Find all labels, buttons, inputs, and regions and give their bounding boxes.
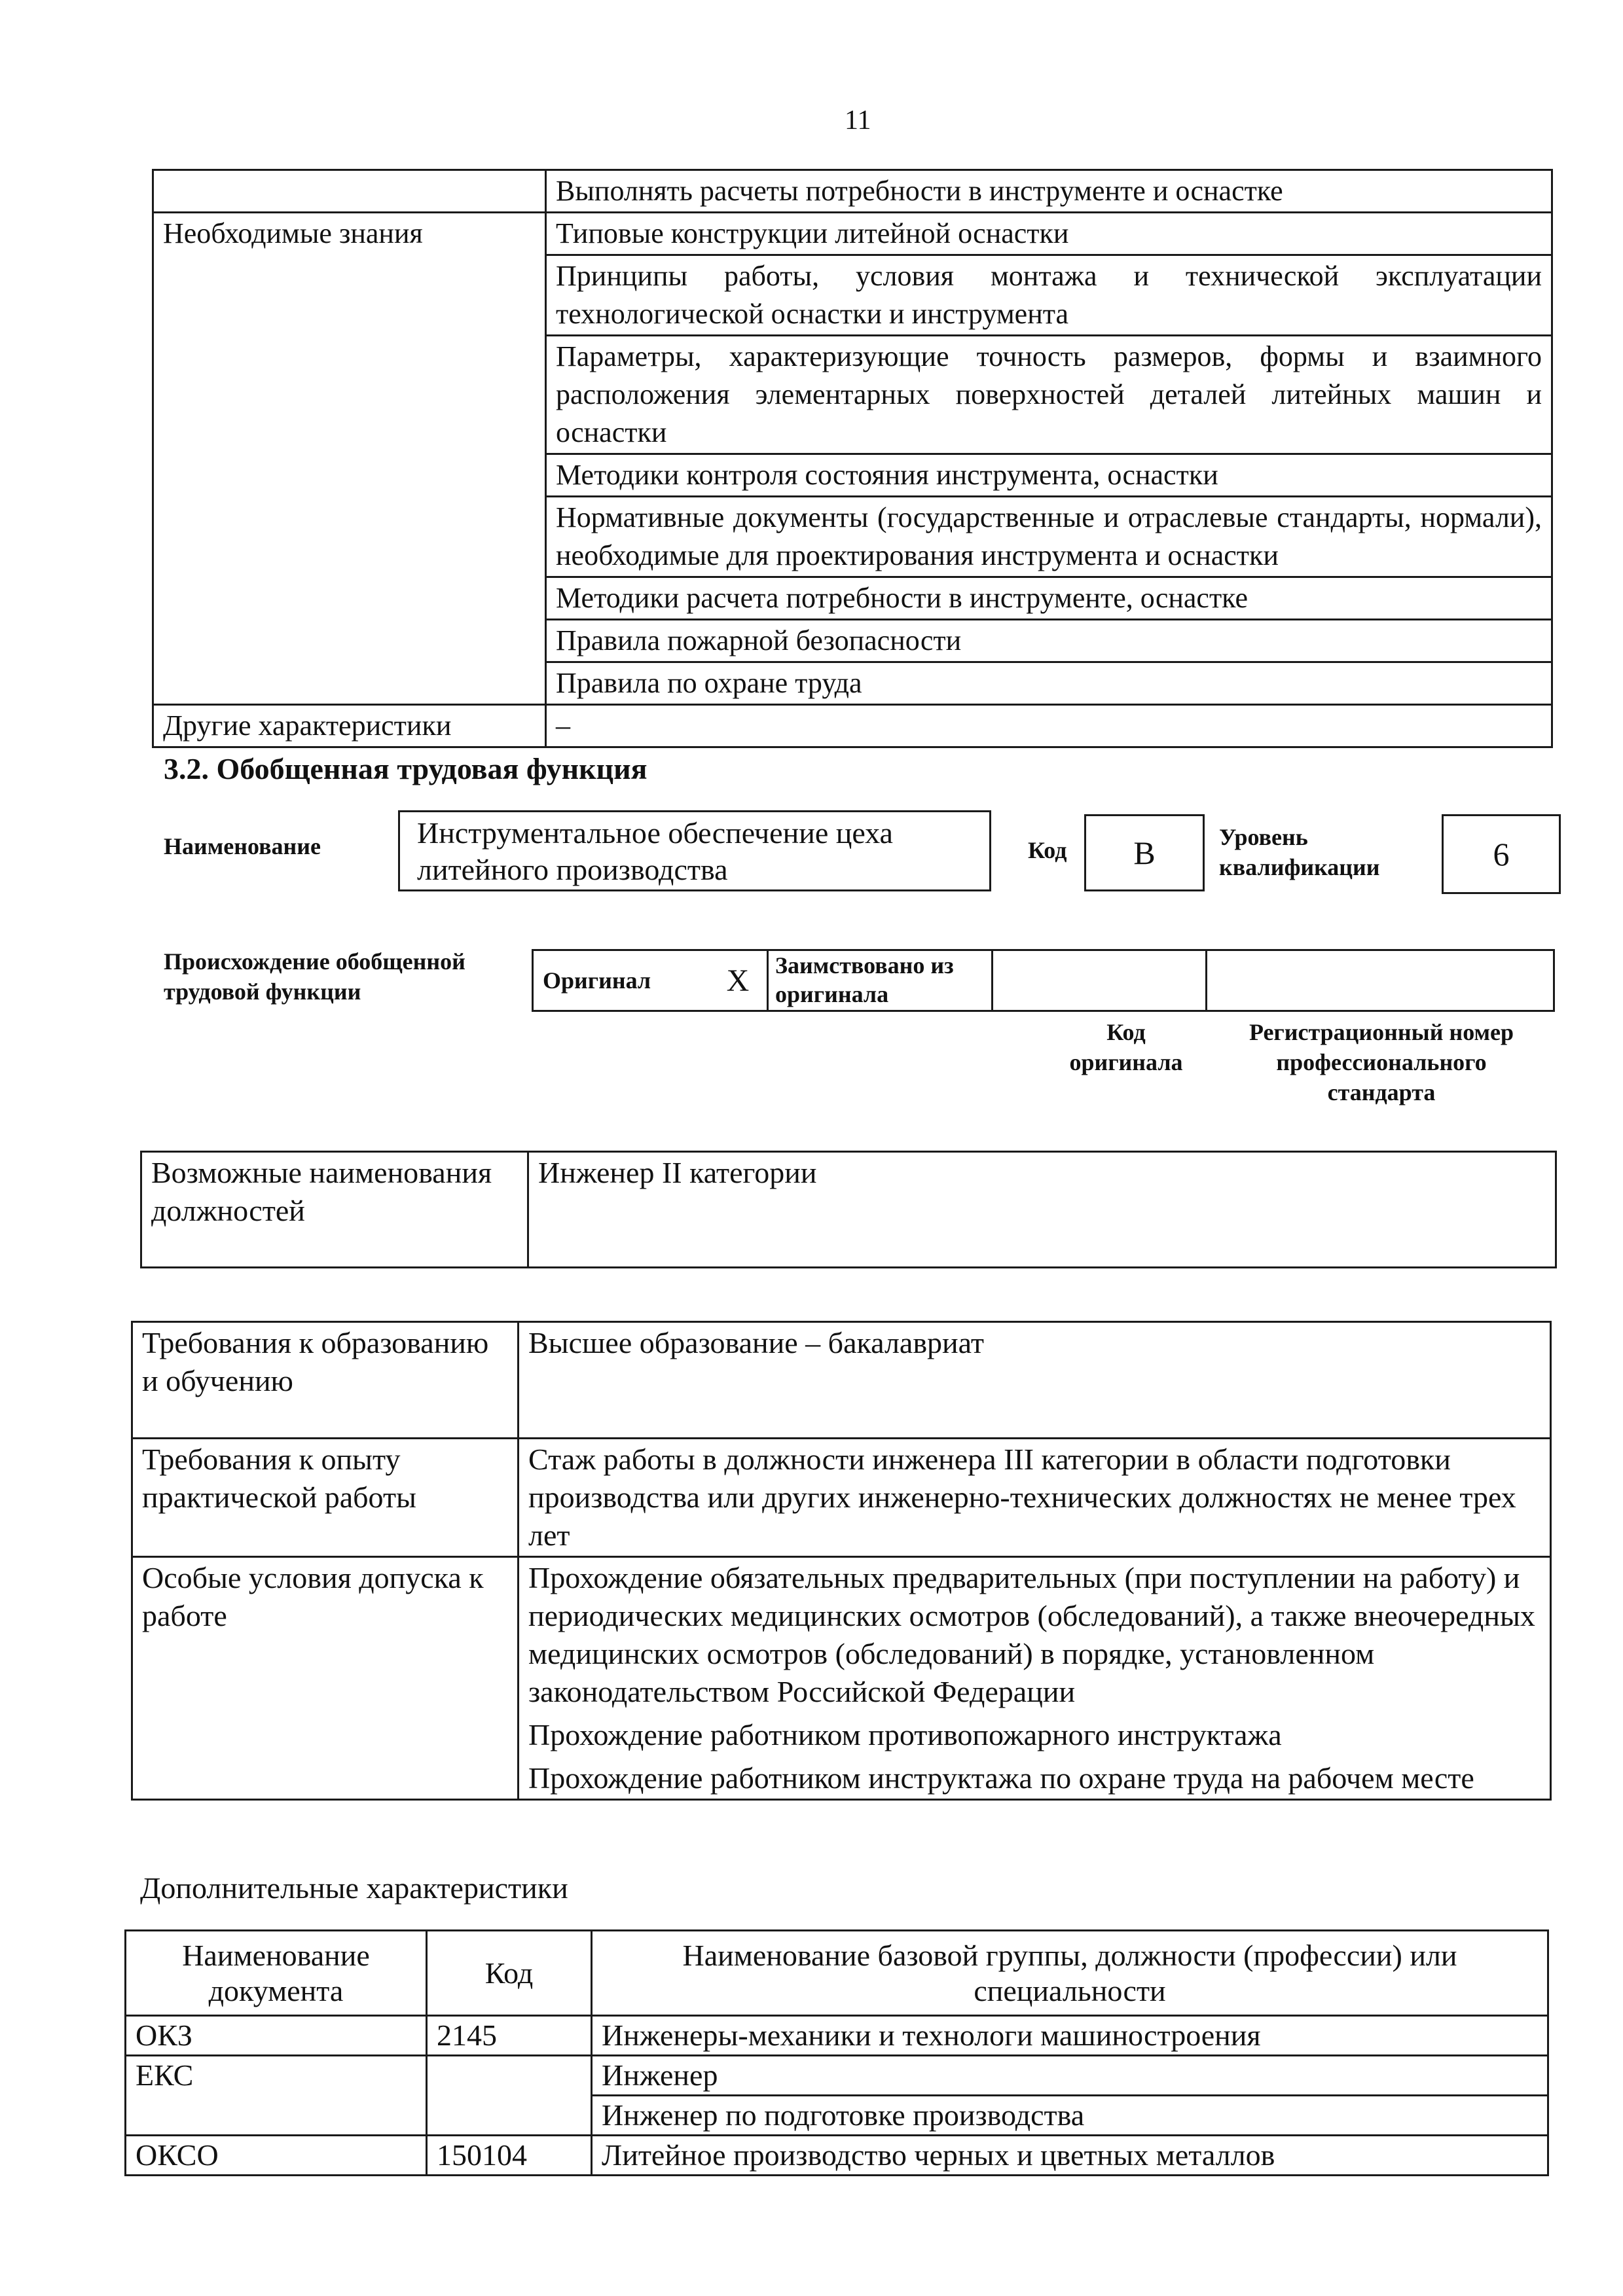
table-row	[153, 705, 1552, 747]
table-row	[141, 1152, 1556, 1268]
level-value: 6	[1493, 836, 1510, 872]
knowledge-label: Необходимые знания	[153, 213, 546, 705]
table-row	[153, 213, 1552, 255]
code-cell	[427, 2056, 592, 2136]
code-original-cell	[993, 950, 1207, 1011]
code-cell: 2145	[427, 2016, 592, 2056]
knowledge-item: Параметры, характеризующие точность размеров, формы и взаимного расположения элементарных поверхностей деталей литейных машин и оснастки	[546, 336, 1552, 454]
other-label: Другие характеристики	[153, 705, 546, 747]
experience-value: Стаж работы в должности инженера III категории в области подготовки производства или других инженерно-технических должностях не менее трех лет	[519, 1439, 1551, 1557]
positions-label: Возможные наименования должностей	[141, 1152, 528, 1268]
code-cell: 150104	[427, 2136, 592, 2176]
knowledge-item: Правила по охране труда	[546, 662, 1552, 705]
knowledge-item: Правила пожарной безопасности	[546, 620, 1552, 662]
experience-label: Требования к опыту практической работы	[132, 1439, 519, 1557]
knowledge-item: Методики расчета потребности в инструменте, оснастке	[546, 577, 1552, 620]
education-value: Высшее образование – бакалавриат	[519, 1322, 1551, 1439]
special-label: Особые условия допуска к работе	[132, 1557, 519, 1800]
name-value: Инструментальное обеспечение цеха литейного производства	[417, 816, 893, 886]
education-label: Требования к образованию и обучению	[132, 1322, 519, 1439]
borrowed-label: Заимствовано из оригинала	[768, 950, 993, 1011]
doc-cell: ОКСО	[126, 2136, 427, 2176]
level-value-box	[1442, 814, 1561, 894]
empty-cell	[153, 170, 546, 213]
knowledge-table	[152, 169, 1553, 748]
code-label: Код	[1028, 837, 1067, 863]
table-row	[533, 950, 1554, 1011]
knowledge-item: Принципы работы, условия монтажа и технической эксплуатации технологической оснастки и инструмента	[546, 255, 1552, 336]
code-value-box	[1084, 814, 1205, 891]
knowledge-item: Нормативные документы (государственные и отраслевые стандарты, нормали), необходимые для проектирования инструмента и оснастки	[546, 497, 1552, 577]
table-row	[132, 1439, 1551, 1557]
table-row	[126, 2016, 1548, 2056]
name-cell: Литейное производство черных и цветных металлов	[592, 2136, 1548, 2176]
origin-label: Происхождение обобщенной трудовой функции	[164, 948, 465, 1005]
origin-table	[532, 949, 1555, 1012]
table-row	[132, 1557, 1551, 1800]
page-number: 11	[845, 105, 871, 135]
code-value: B	[1133, 834, 1156, 871]
header-document: Наименование документа	[126, 1931, 427, 2016]
table-row	[153, 170, 1552, 213]
additional-heading: Дополнительные характеристики	[140, 1871, 568, 1905]
table-row	[126, 2056, 1548, 2096]
knowledge-item: Типовые конструкции литейной оснастки	[546, 213, 1552, 255]
header-code: Код	[427, 1931, 592, 2016]
special-value: Прохождение работником инструктажа по охране труда на рабочем месте	[528, 1761, 1474, 1795]
special-values-cell	[519, 1557, 1551, 1800]
reg-number-caption: Регистрационный номер профессионального стандарта	[1249, 1019, 1514, 1105]
level-label: Уровень квалификации	[1219, 824, 1380, 880]
special-value: Прохождение работником противопожарного инструктажа	[528, 1718, 1282, 1751]
additional-table	[124, 1929, 1549, 2176]
doc-cell: ОКЗ	[126, 2016, 427, 2056]
table-row	[132, 1322, 1551, 1439]
special-value: Прохождение обязательных предварительных (при поступлении на работу) и периодических медицинских осмотров (обследований), а также внеочередных медицинских осмотров (обследований) в порядке, установленном законодательством Российской Федерации	[528, 1561, 1535, 1708]
skill-item: Выполнять расчеты потребности в инструменте и оснастке	[546, 170, 1552, 213]
original-mark: X	[709, 950, 768, 1011]
section-heading: 3.2. Обобщенная трудовая функция	[164, 752, 647, 785]
reg-number-cell	[1207, 950, 1554, 1011]
knowledge-item: Методики контроля состояния инструмента, оснастки	[546, 454, 1552, 497]
name-cell: Инженеры-механики и технологи машиностроения	[592, 2016, 1548, 2056]
name-cell: Инженер	[592, 2056, 1548, 2096]
positions-value: Инженер II категории	[528, 1152, 1556, 1268]
other-value: –	[546, 705, 1552, 747]
positions-table	[140, 1151, 1557, 1268]
name-value-box	[398, 810, 991, 891]
code-original-caption: Код оригинала	[1069, 1019, 1183, 1075]
table-row	[126, 2136, 1548, 2176]
name-cell: Инженер по подготовке производства	[592, 2096, 1548, 2136]
original-label: Оригинал	[533, 950, 710, 1011]
header-name: Наименование базовой группы, должности (профессии) или специальности	[592, 1931, 1548, 2016]
table-row	[126, 1931, 1548, 2016]
doc-cell: ЕКС	[126, 2056, 427, 2136]
name-label: Наименование	[164, 833, 321, 859]
requirements-table	[131, 1321, 1552, 1801]
